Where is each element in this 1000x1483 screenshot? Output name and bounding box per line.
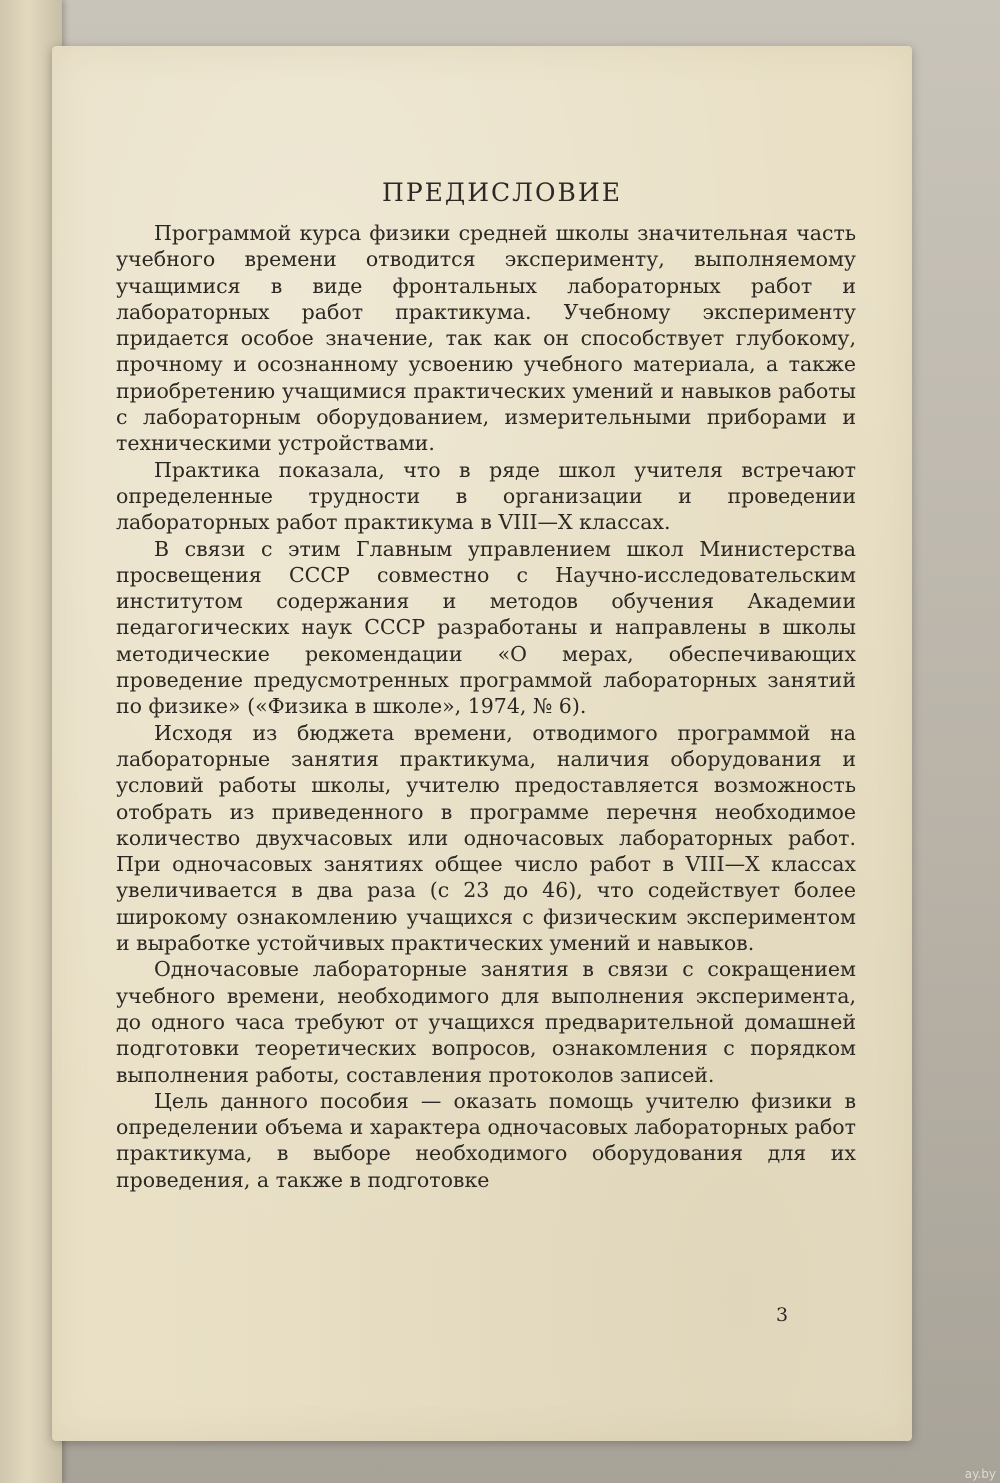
watermark: ay.by: [964, 1467, 996, 1481]
paragraph-4: Исходя из бюджета времени, отводимого программой на лабораторные занятия практикума, наличия оборудования и условий работы школы, учителю предоставляется возможность отобрать из приведенного в программе перечня необходимое количество двухчасовых или одночасовых лабораторных работ. При одночасовых занятиях общее число работ в VIII—X классах увеличивается в два раза (с 23 до 46), что содействует более широкому ознакомлению учащихся с физическим экспериментом и выработке устойчивых практических умений и навыков.: [116, 720, 856, 956]
page-number: 3: [776, 1304, 789, 1326]
paragraph-3: В связи с этим Главным управлением школ Министерства просвещения СССР совместно с Научно-исследовательским институтом содержания и методов обучения Академии педагогических наук СССР разработаны и направлены в школы методические рекомендации «О мерах, обеспечивающих проведение предусмотренных программой лабораторных занятий по физике» («Физика в школе», 1974, № 6).: [116, 536, 856, 719]
paragraph-2: Практика показала, что в ряде школ учителя встречают определенные трудности в организации и проведении лабораторных работ практикума в VIII—X классах.: [116, 457, 856, 535]
paragraph-6: Цель данного пособия — оказать помощь учителю физики в определении объема и характера одночасовых лабораторных работ практикума, в выборе необходимого оборудования для их проведения, а также в подготовке: [116, 1088, 856, 1192]
paragraph-5: Одночасовые лабораторные занятия в связи с сокращением учебного времени, необходимого для выполнения эксперимента, до одного часа требуют от учащихся предварительной домашней подготовки теоретических вопросов, ознакомления с порядком выполнения работы, составления протоколов записей.: [116, 957, 856, 1087]
body-text: [116, 220, 856, 1193]
page-title: ПРЕДИСЛОВИЕ: [382, 178, 622, 207]
paragraph-1: Программой курса физики средней школы значительная часть учебного времени отводится эксперименту, выполняемому учащимися в виде фронтальных лабораторных работ и лабораторных работ практикума. Учебному эксперименту придается особое значение, так как он способствует глубокому, прочному и осознанному усвоению учебного материала, а также приобретению учащимися практических умений и навыков работы с лабораторным оборудованием, измерительными приборами и техническими устройствами.: [116, 221, 856, 456]
book-page: [52, 46, 912, 1441]
